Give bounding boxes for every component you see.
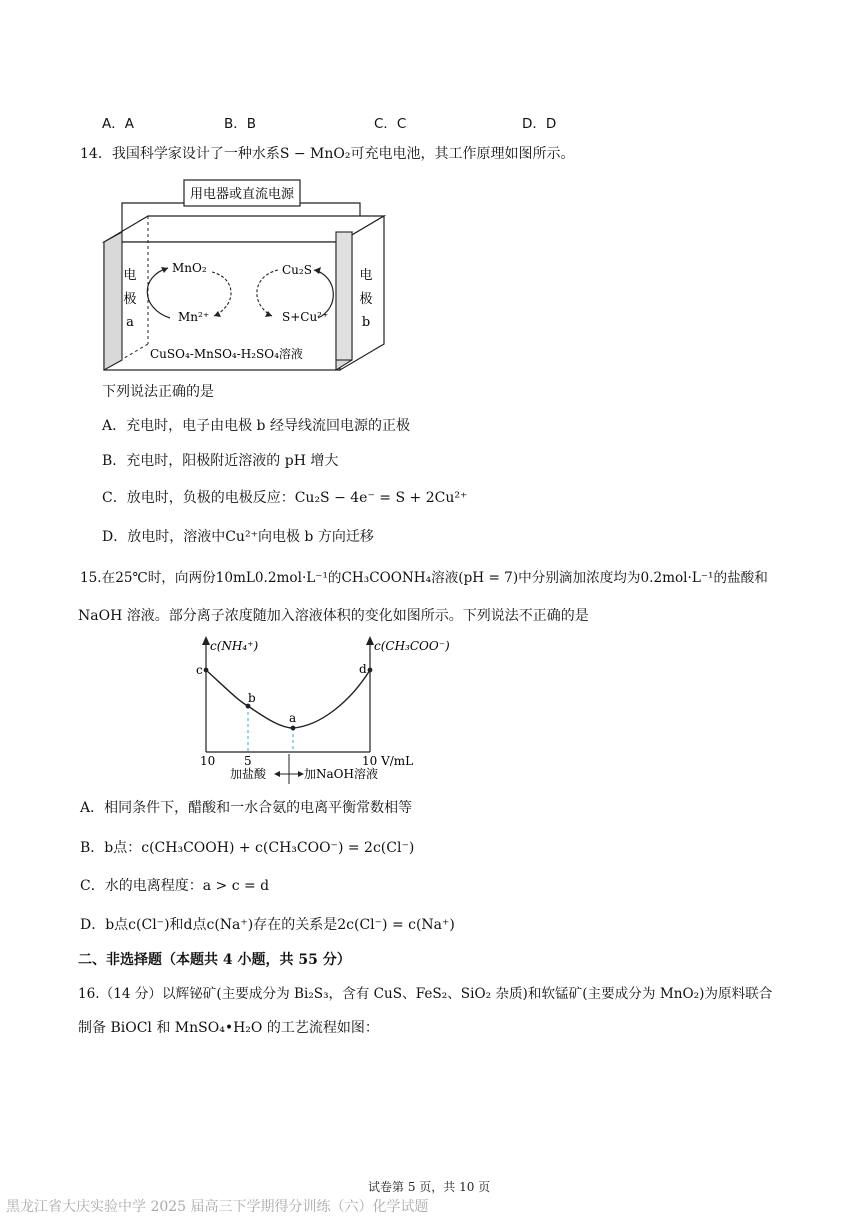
svg-text:b: b (361, 315, 371, 330)
svg-text:极: 极 (359, 292, 373, 307)
solution-label: CuSO₄-MnSO₄-H₂SO₄溶液 (150, 347, 303, 361)
mno2-label: MnO₂ (172, 261, 207, 275)
point-a (291, 726, 296, 731)
left-caption: 加盐酸 (230, 767, 267, 781)
source-watermark: 黑龙江省大庆实验中学 2025 届高三下学期得分训练（六）化学试题 (6, 1199, 429, 1215)
q15-option-d: D．b点c(Cl⁻)和d点c(Na⁺)存在的关系是2c(Cl⁻) = c(Na⁺) (80, 917, 455, 933)
q13-option-b: B．B (224, 116, 257, 132)
electrode-a-plate (104, 232, 122, 370)
q13-option-d: D．D (522, 116, 557, 132)
q15-stem-line1: 15.在25℃时，向两份10mL0.2mol·L⁻¹的CH₃COONH₄溶液(pH = 7)中分别滴加浓度均为0.2mol·L⁻¹的盐酸和 (80, 570, 768, 586)
svg-text:a: a (126, 315, 134, 330)
right-axis-label: c(CH₃COO⁻) (374, 639, 450, 653)
q13-option-a: A．A (102, 116, 134, 132)
svg-text:d: d (359, 662, 367, 676)
q14-option-c: C．放电时，负极的电极反应：Cu₂S − 4e⁻ = S + 2Cu²⁺ (102, 490, 468, 506)
concentration-graph (190, 632, 450, 788)
mn2-label: Mn²⁺ (178, 310, 210, 324)
q15-option-b: B．b点：c(CH₃COOH) + c(CH₃COO⁻) = 2c(Cl⁻) (80, 840, 415, 856)
page-footer: 试卷第 5 页，共 10 页 (368, 1180, 491, 1194)
left-axis-label: c(NH₄⁺) (210, 639, 259, 653)
right-caption: 加NaOH溶液 (304, 767, 378, 781)
q13-option-c: C．C (374, 116, 407, 132)
svg-text:电: 电 (123, 268, 137, 283)
q14-stem: 14．我国科学家设计了一种水系S − MnO₂可充电电池，其工作原理如图所示。 (80, 146, 575, 162)
cu2s-label: Cu₂S (282, 263, 312, 277)
q15-option-a: A．相同条件下，醋酸和一水合氨的电离平衡常数相等 (80, 800, 413, 816)
svg-text:10 V/mL: 10 V/mL (362, 754, 414, 768)
svg-text:b: b (248, 691, 256, 705)
q15-option-c: C．水的电离程度：a > c = d (80, 878, 270, 894)
battery-diagram (100, 176, 390, 376)
q15-stem-line2: NaOH 溶液。部分离子浓度随加入溶液体积的变化如图所示。下列说法不正确的是 (78, 608, 589, 624)
svg-text:极: 极 (123, 292, 137, 307)
section-2-title: 二、非选择题（本题共 4 小题，共 55 分） (78, 952, 351, 968)
svg-text:电: 电 (359, 268, 373, 283)
svg-text:5: 5 (244, 754, 252, 768)
svg-text:c: c (196, 663, 203, 677)
q14-option-a: A．充电时，电子由电极 b 经导线流回电源的正极 (102, 418, 410, 434)
q14-option-d: D．放电时，溶液中Cu²⁺向电极 b 方向迁移 (102, 529, 374, 545)
q16-line1: 16.（14 分）以辉铋矿(主要成分为 Bi₂S₃，含有 CuS、FeS₂、SiO₂ 杂质)和软锰矿(主要成分为 MnO₂)为原料联合 (78, 986, 773, 1002)
point-c (204, 668, 209, 673)
svg-text:a: a (289, 711, 297, 725)
q14-prompt: 下列说法正确的是 (102, 384, 214, 400)
q14-option-b: B．充电时，阳极附近溶液的 pH 增大 (102, 453, 339, 469)
s-cu-label: S+Cu²⁺ (282, 310, 329, 324)
power-source-label: 用电器或直流电源 (189, 187, 295, 202)
point-d (368, 668, 373, 673)
svg-text:10: 10 (200, 754, 216, 768)
q16-line2: 制备 BiOCl 和 MnSO₄•H₂O 的工艺流程如图： (78, 1020, 379, 1036)
